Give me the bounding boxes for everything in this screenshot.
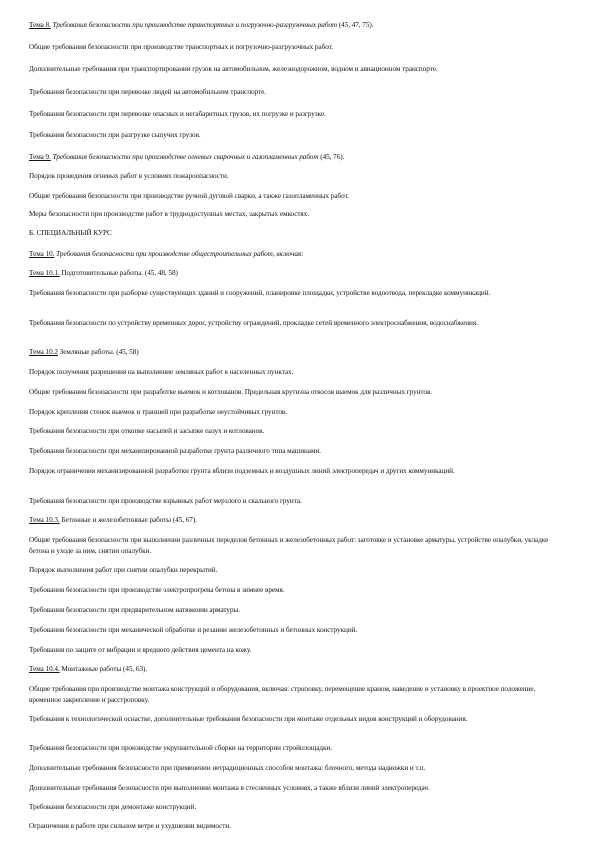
topic-label: Тема 8.	[29, 21, 51, 29]
topic-refs: (45, 48, 58)	[144, 269, 178, 277]
topic-label: Тема 10.	[29, 250, 55, 258]
paragraph: Требования безопасности при разборке существующих зданий и сооружений, планировке площадки, устройстве водоотвода, перекладке коммуникаций.	[29, 289, 491, 297]
topic-title: Требования безопасности при производстве огневых сварочных и газопламенных работ	[52, 153, 319, 161]
paragraph: Дополнительные требования безопасности при применении нетрадиционных способов монтажа: блочного, метода надвижки и т.п.	[29, 764, 426, 772]
paragraph: Порядок получения разрешения на выполнение земляных работ в населенных пунктах.	[29, 368, 294, 376]
paragraph: Требования безопасности при производстве взрывных работ мерзлого и скального грунта.	[29, 497, 302, 505]
section-heading: Б. СПЕЦИАЛЬНЫЙ КУРС	[29, 229, 112, 237]
paragraph: Порядок проведения огневых работ в условиях пожароопасности.	[29, 172, 229, 180]
paragraph: Порядок ограничения механизированной разработки грунта вблизи подземных и воздушных линий электропередач и других коммуникаций.	[29, 467, 455, 475]
topic-title: Земляные работы.	[59, 348, 115, 356]
topic-title: Монтажные работы	[61, 665, 122, 673]
topic-9-heading	[29, 152, 563, 162]
topic-refs: (45, 67).	[172, 516, 197, 524]
paragraph: Общие требования безопасности при разработке выемок и котлованов. Предельная крутизна откосов выемок для различных грунтов.	[29, 388, 433, 396]
paragraph: Требования безопасности при откопке насыпей и засыпке пазух и котлованов.	[29, 427, 265, 435]
topic-title: Требования безопасности при производстве общестроительных работ, включая:	[56, 250, 304, 258]
paragraph: Общие требования безопасности при производстве ручной дуговой сварки, а также газопламенных работ.	[29, 192, 349, 200]
paragraph: Порядок выполнения работ при снятии опалубки перекрытий.	[29, 566, 218, 574]
topic-label: Тема 10.1.	[29, 269, 60, 277]
paragraph: Требования безопасности при перевозке людей на автомобильном транспорте.	[29, 88, 266, 96]
topic-10-heading	[29, 249, 563, 259]
topic-10-1-heading	[29, 268, 563, 278]
topic-refs: (45, 76).	[320, 153, 345, 161]
paragraph: Требования безопасности при механической обработке и резании железобетонных и бетонных конструкций.	[29, 626, 358, 634]
paragraph: Требования безопасности при разгрузке сыпучих грузов.	[29, 131, 201, 139]
topic-label: Тема 10.2	[29, 348, 58, 356]
paragraph: Меры безопасности при производстве работ в труднодоступных местах, закрытых емкостях.	[29, 210, 309, 218]
topic-10-4-heading	[29, 664, 563, 674]
paragraph: Требования безопасности при производстве электропрогрева бетона в зимнее время.	[29, 586, 285, 594]
topic-refs: (45, 47, 75).	[338, 21, 374, 29]
topic-title: Бетонные и железобетонные работы	[61, 516, 172, 524]
topic-refs: (45, 58)	[116, 348, 139, 356]
topic-8-heading	[29, 20, 563, 30]
paragraph: Требования безопасности при перевозке опасных и негабаритных грузов, их погрузке и разгрузке.	[29, 110, 326, 118]
paragraph: Требования безопасности при производстве укрупнительной сборки на территории стройплощадки.	[29, 744, 332, 752]
topic-10-2-heading	[29, 347, 563, 357]
paragraph: Порядок крепления стенок выемок и траншей при разработке неустойчивых грунтов.	[29, 408, 287, 416]
topic-label: Тема 10.3.	[29, 516, 60, 524]
paragraph: Общие требования при производстве монтажа конструкций и оборудования, включая: строповку, перемещение краном, наведение и установку в проектное положение, временное закрепление и расстроповку.	[29, 685, 536, 704]
paragraph: Дополнительные требования при транспортировании грузов на автомобильном, железнодорожном, водном и авиационном транспорте.	[29, 65, 438, 73]
paragraph: Требования безопасности при демонтаже конструкций.	[29, 803, 197, 811]
paragraph: Требования безопасности при механизированной разработке грунта различного типа машинами.	[29, 447, 321, 455]
topic-label: Тема 9.	[29, 153, 51, 161]
topic-refs: (45, 63).	[122, 665, 148, 673]
topic-title: Требования безопасности при производстве транспортных и погрузочно-разгрузочных работ	[52, 21, 338, 29]
topic-title: Подготовительные работы.	[61, 269, 144, 277]
paragraph: Дополнительные требования безопасности при выполнении монтажа в стесненных условиях, а также вблизи линий электропередач.	[29, 784, 430, 792]
topic-label: Тема 10.4.	[29, 665, 60, 673]
paragraph: Ограничения в работе при сильном ветре и ухудшении видимости.	[29, 822, 231, 830]
topic-10-3-heading	[29, 515, 563, 525]
paragraph: Требования по защите от вибрации и вредного действия цемента на кожу.	[29, 646, 252, 654]
paragraph: Общие требования безопасности при производстве транспортных и погрузочно-разгрузочных работ.	[29, 43, 333, 51]
paragraph: Общие требования безопасности при выполнении различных переделов бетонных и железобетонных работ: заготовке и установке арматуры, устройстве опалубки, укладке бетона и уходе за ним, снятии опалубки.	[29, 536, 549, 555]
paragraph: Требования безопасности по устройству временных дорог, устройству ограждений, прокладке сетей временного электроснабжения, водоснабжения.	[29, 319, 478, 327]
paragraph: Требования к технологической оснастке, дополнительные требования безопасности при монтаже отдельных видов конструкций и оборудования.	[29, 715, 468, 723]
paragraph: Требования безопасности при предварительном натяжении арматуры.	[29, 606, 241, 614]
